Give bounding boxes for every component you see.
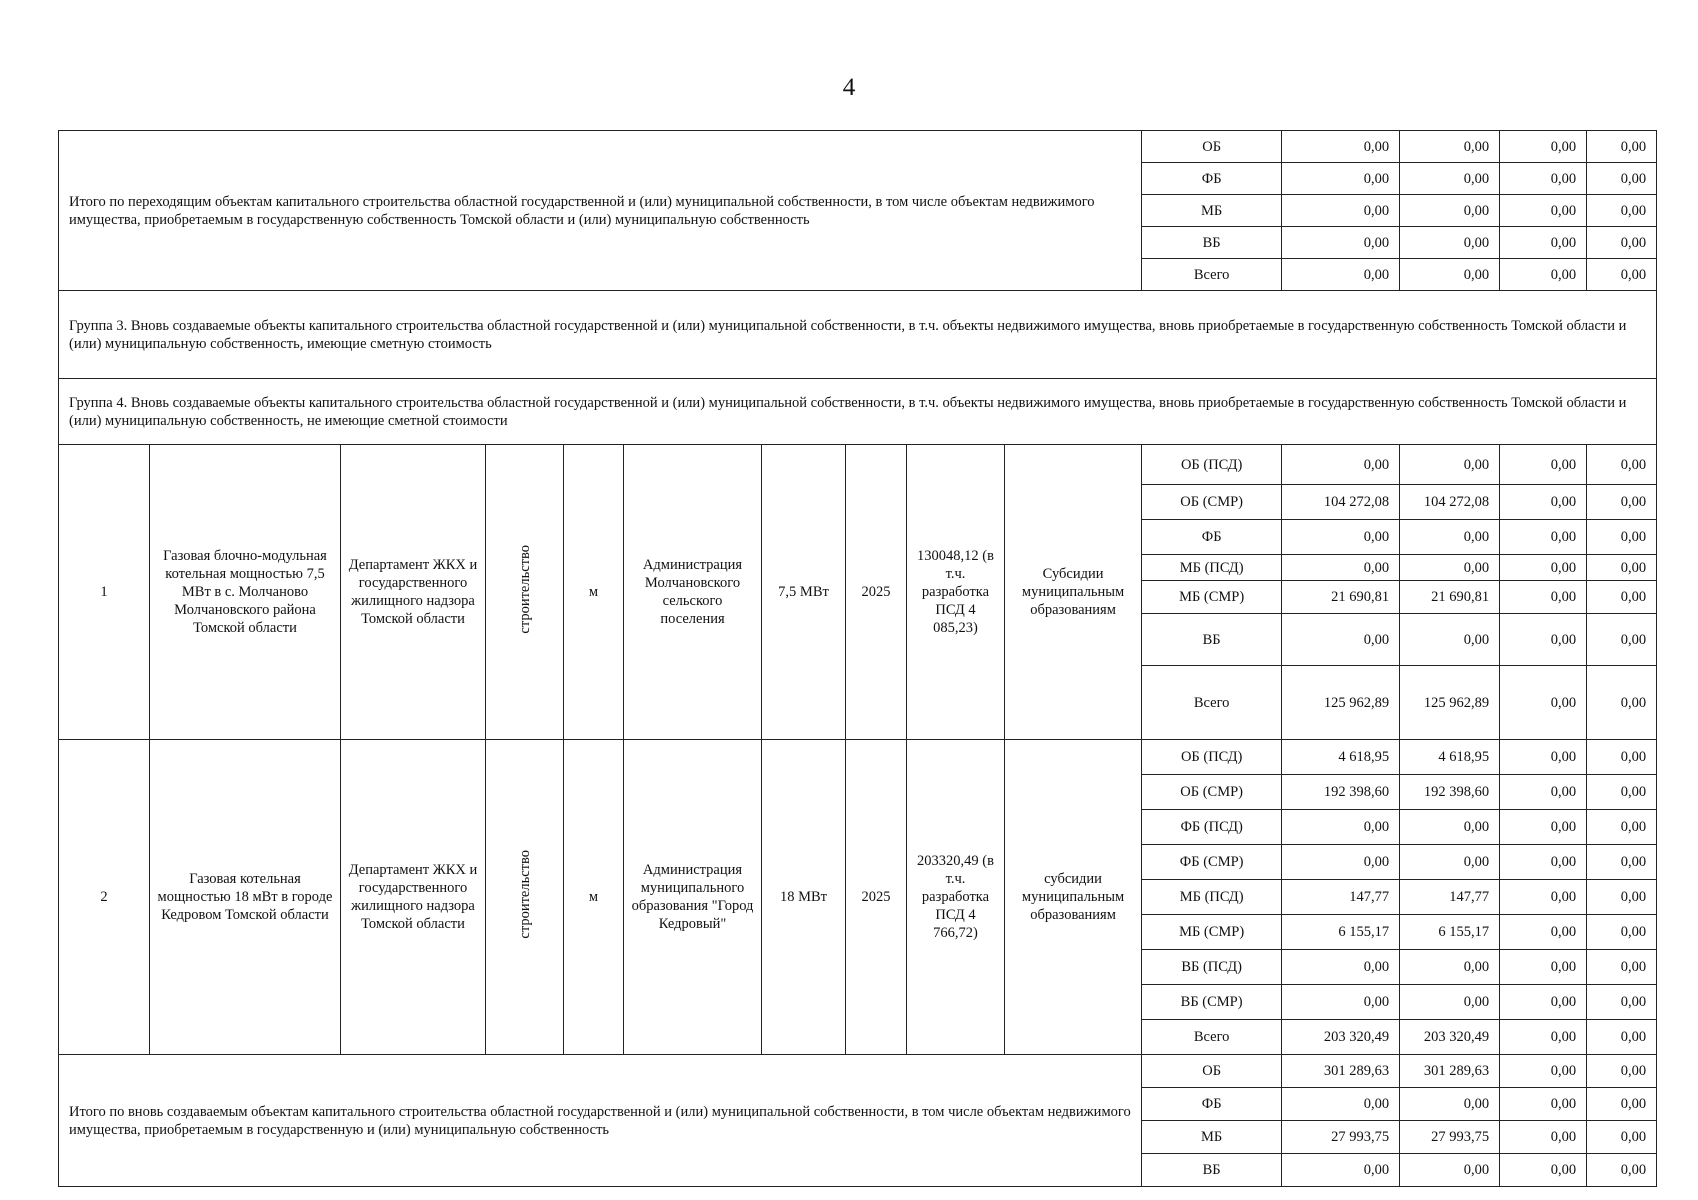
amount-col-2: 0,00 [1400, 520, 1500, 555]
page-number: 4 [842, 74, 856, 101]
amount-col-4: 0,00 [1587, 775, 1657, 810]
object-name: Газовая блочно-модульная котельная мощностью 7,5 МВт в с. Молчаново Молчановского района Томской области [150, 445, 341, 740]
funding-source: ВБ (ПСД) [1142, 950, 1282, 985]
amount-col-2: 203 320,49 [1400, 1020, 1500, 1055]
amount-col-1: 301 289,63 [1282, 1055, 1400, 1088]
amount-col-2: 21 690,81 [1400, 581, 1500, 614]
amount-col-2: 0,00 [1400, 195, 1500, 227]
summary-transitional-label: Итого по переходящим объектам капитального строительства областной государственной и (или) муниципальной собственности, в том числе объектам недвижимого имущества, приобретаемым в государственную собственность Томской области и (или) муниципальную собственность [59, 131, 1142, 291]
amount-col-4: 0,00 [1587, 666, 1657, 740]
amount-col-4: 0,00 [1587, 1088, 1657, 1121]
amount-col-1: 0,00 [1282, 614, 1400, 666]
amount-col-2: 0,00 [1400, 163, 1500, 195]
amount-col-2: 0,00 [1400, 950, 1500, 985]
amount-col-1: 0,00 [1282, 845, 1400, 880]
amount-col-1: 6 155,17 [1282, 915, 1400, 950]
funding-source: ВБ (СМР) [1142, 985, 1282, 1020]
amount-col-3: 0,00 [1500, 845, 1587, 880]
amount-col-1: 0,00 [1282, 520, 1400, 555]
funding-source: МБ (СМР) [1142, 581, 1282, 614]
funding-source: Всего [1142, 259, 1282, 291]
amount-col-3: 0,00 [1500, 131, 1587, 163]
amount-col-2: 4 618,95 [1400, 740, 1500, 775]
amount-col-2: 147,77 [1400, 880, 1500, 915]
amount-col-1: 203 320,49 [1282, 1020, 1400, 1055]
amount-col-2: 104 272,08 [1400, 485, 1500, 520]
amount-col-4: 0,00 [1587, 555, 1657, 581]
funding-source: ФБ [1142, 163, 1282, 195]
amount-col-3: 0,00 [1500, 520, 1587, 555]
amount-col-3: 0,00 [1500, 195, 1587, 227]
amount-col-4: 0,00 [1587, 227, 1657, 259]
funding-source: ВБ [1142, 614, 1282, 666]
object-mechanism: субсидии муниципальным образованиям [1005, 740, 1142, 1055]
funding-source: МБ (ПСД) [1142, 880, 1282, 915]
amount-col-4: 0,00 [1587, 985, 1657, 1020]
object-recipient: Администрация муниципального образования "Город Кедровый" [624, 740, 762, 1055]
funding-source: ФБ (ПСД) [1142, 810, 1282, 845]
amount-col-1: 192 398,60 [1282, 775, 1400, 810]
amount-col-3: 0,00 [1500, 485, 1587, 520]
amount-col-4: 0,00 [1587, 581, 1657, 614]
amount-col-2: 192 398,60 [1400, 775, 1500, 810]
amount-col-1: 147,77 [1282, 880, 1400, 915]
amount-col-4: 0,00 [1587, 614, 1657, 666]
amount-col-2: 0,00 [1400, 845, 1500, 880]
group4-heading: Группа 4. Вновь создаваемые объекты капитального строительства областной государственной и (или) муниципальной собственности, в т.ч. объекты недвижимого имущества, вновь приобретаемые в государственную собственность Томской области и (или) муниципальную собственность, не имеющие сметной стоимости [59, 379, 1657, 445]
amount-col-4: 0,00 [1587, 845, 1657, 880]
amount-col-2: 0,00 [1400, 445, 1500, 485]
funding-source: МБ (ПСД) [1142, 555, 1282, 581]
table-body [59, 131, 1657, 1187]
table-row [59, 131, 1657, 163]
amount-col-4: 0,00 [1587, 259, 1657, 291]
funding-source: ОБ (ПСД) [1142, 740, 1282, 775]
amount-col-3: 0,00 [1500, 259, 1587, 291]
table-row [59, 1055, 1657, 1088]
amount-col-1: 0,00 [1282, 131, 1400, 163]
amount-col-4: 0,00 [1587, 445, 1657, 485]
object-name: Газовая котельная мощностью 18 мВт в городе Кедровом Томской области [150, 740, 341, 1055]
amount-col-1: 0,00 [1282, 259, 1400, 291]
amount-col-2: 125 962,89 [1400, 666, 1500, 740]
table-row [59, 379, 1657, 445]
funding-source: МБ [1142, 195, 1282, 227]
amount-col-4: 0,00 [1587, 740, 1657, 775]
amount-col-2: 0,00 [1400, 1154, 1500, 1187]
amount-col-1: 0,00 [1282, 227, 1400, 259]
group3-heading: Группа 3. Вновь создаваемые объекты капитального строительства областной государственной и (или) муниципальной собственности, в т.ч. объекты недвижимого имущества, вновь приобретаемые в государственную собственность Томской области и (или) муниципальную собственность, имеющие сметную стоимость [59, 291, 1657, 379]
amount-col-1: 0,00 [1282, 445, 1400, 485]
amount-col-3: 0,00 [1500, 985, 1587, 1020]
funding-source: МБ (СМР) [1142, 915, 1282, 950]
amount-col-1: 0,00 [1282, 810, 1400, 845]
amount-col-4: 0,00 [1587, 810, 1657, 845]
amount-col-3: 0,00 [1500, 581, 1587, 614]
object-form: м [564, 740, 624, 1055]
amount-col-1: 0,00 [1282, 555, 1400, 581]
amount-col-4: 0,00 [1587, 520, 1657, 555]
funding-source: МБ [1142, 1121, 1282, 1154]
amount-col-1: 125 962,89 [1282, 666, 1400, 740]
amount-col-2: 0,00 [1400, 227, 1500, 259]
amount-col-3: 0,00 [1500, 880, 1587, 915]
amount-col-3: 0,00 [1500, 1088, 1587, 1121]
amount-col-3: 0,00 [1500, 810, 1587, 845]
amount-col-1: 0,00 [1282, 1154, 1400, 1187]
object-capacity: 7,5 МВт [762, 445, 846, 740]
amount-col-2: 27 993,75 [1400, 1121, 1500, 1154]
object-customer: Департамент ЖКХ и государственного жилищного надзора Томской области [341, 740, 486, 1055]
funding-source: ОБ [1142, 1055, 1282, 1088]
amount-col-4: 0,00 [1587, 485, 1657, 520]
table-row [59, 445, 1657, 485]
object-recipient: Администрация Молчановского сельского поселения [624, 445, 762, 740]
funding-source: ОБ [1142, 131, 1282, 163]
amount-col-2: 0,00 [1400, 259, 1500, 291]
amount-col-3: 0,00 [1500, 1020, 1587, 1055]
amount-col-3: 0,00 [1500, 163, 1587, 195]
amount-col-2: 0,00 [1400, 1088, 1500, 1121]
amount-col-1: 27 993,75 [1282, 1121, 1400, 1154]
object-mechanism: Субсидии муниципальным образованиям [1005, 445, 1142, 740]
summary-new-label: Итого по вновь создаваемым объектам капитального строительства областной государственной и (или) муниципальной собственности, в том числе объектам недвижимого имущества, приобретаемым в государственную и (или) муниципальную собственность [59, 1055, 1142, 1187]
table-row [59, 740, 1657, 775]
object-cost: 130048,12 (в т.ч. разработка ПСД 4 085,23) [907, 445, 1005, 740]
funding-source: Всего [1142, 666, 1282, 740]
amount-col-3: 0,00 [1500, 555, 1587, 581]
amount-col-4: 0,00 [1587, 880, 1657, 915]
amount-col-4: 0,00 [1587, 1055, 1657, 1088]
amount-col-2: 0,00 [1400, 810, 1500, 845]
amount-col-1: 0,00 [1282, 163, 1400, 195]
amount-col-4: 0,00 [1587, 1121, 1657, 1154]
amount-col-3: 0,00 [1500, 666, 1587, 740]
object-work-type [486, 740, 564, 1055]
object-number: 2 [59, 740, 150, 1055]
funding-source: ВБ [1142, 1154, 1282, 1187]
object-form: м [564, 445, 624, 740]
amount-col-3: 0,00 [1500, 445, 1587, 485]
amount-col-4: 0,00 [1587, 131, 1657, 163]
amount-col-2: 0,00 [1400, 614, 1500, 666]
object-work-type-text: строительство [516, 545, 533, 634]
amount-col-1: 0,00 [1282, 195, 1400, 227]
amount-col-2: 0,00 [1400, 131, 1500, 163]
amount-col-3: 0,00 [1500, 1055, 1587, 1088]
funding-source: ВБ [1142, 227, 1282, 259]
amount-col-4: 0,00 [1587, 915, 1657, 950]
amount-col-1: 4 618,95 [1282, 740, 1400, 775]
amount-col-1: 0,00 [1282, 985, 1400, 1020]
amount-col-4: 0,00 [1587, 950, 1657, 985]
amount-col-4: 0,00 [1587, 1020, 1657, 1055]
table-row [59, 291, 1657, 379]
amount-col-3: 0,00 [1500, 740, 1587, 775]
funding-source: ФБ [1142, 1088, 1282, 1121]
amount-col-1: 21 690,81 [1282, 581, 1400, 614]
object-work-type-text: строительство [516, 850, 533, 939]
amount-col-1: 0,00 [1282, 950, 1400, 985]
amount-col-4: 0,00 [1587, 163, 1657, 195]
amount-col-3: 0,00 [1500, 775, 1587, 810]
amount-col-3: 0,00 [1500, 915, 1587, 950]
object-cost: 203320,49 (в т.ч. разработка ПСД 4 766,72) [907, 740, 1005, 1055]
funding-source: ОБ (ПСД) [1142, 445, 1282, 485]
amount-col-4: 0,00 [1587, 1154, 1657, 1187]
amount-col-1: 104 272,08 [1282, 485, 1400, 520]
object-year: 2025 [846, 445, 907, 740]
object-capacity: 18 МВт [762, 740, 846, 1055]
funding-source: ОБ (СМР) [1142, 775, 1282, 810]
amount-col-2: 0,00 [1400, 985, 1500, 1020]
amount-col-3: 0,00 [1500, 950, 1587, 985]
funding-source: ОБ (СМР) [1142, 485, 1282, 520]
object-number: 1 [59, 445, 150, 740]
capital-construction-table [58, 130, 1657, 1187]
amount-col-3: 0,00 [1500, 227, 1587, 259]
object-year: 2025 [846, 740, 907, 1055]
funding-source: ФБ (СМР) [1142, 845, 1282, 880]
amount-col-2: 301 289,63 [1400, 1055, 1500, 1088]
amount-col-3: 0,00 [1500, 1121, 1587, 1154]
object-customer: Департамент ЖКХ и государственного жилищного надзора Томской области [341, 445, 486, 740]
object-work-type [486, 445, 564, 740]
amount-col-2: 6 155,17 [1400, 915, 1500, 950]
amount-col-3: 0,00 [1500, 1154, 1587, 1187]
funding-source: ФБ [1142, 520, 1282, 555]
amount-col-1: 0,00 [1282, 1088, 1400, 1121]
amount-col-2: 0,00 [1400, 555, 1500, 581]
amount-col-3: 0,00 [1500, 614, 1587, 666]
funding-source: Всего [1142, 1020, 1282, 1055]
amount-col-4: 0,00 [1587, 195, 1657, 227]
